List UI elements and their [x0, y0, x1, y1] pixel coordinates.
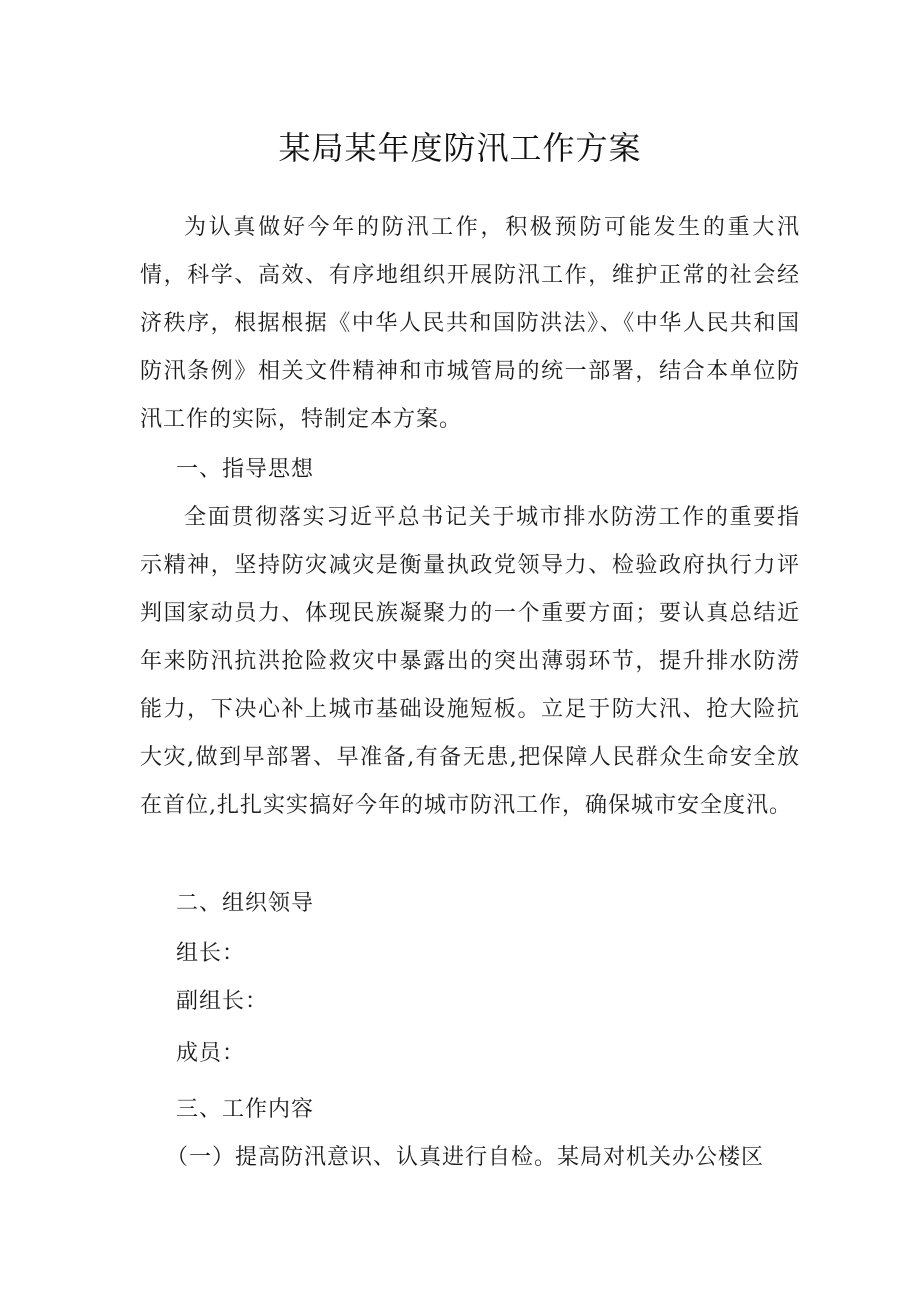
document-title: 某局某年度防汛工作方案: [278, 129, 642, 167]
work-item-1: （一）提高防汛意识、认真进行自检。某局对机关办公楼区: [166, 1145, 765, 1170]
section-heading-work-content: 三、工作内容: [176, 1097, 315, 1122]
section-heading-organization: 二、组织领导: [176, 891, 315, 916]
leader-label: 组长：: [176, 941, 246, 966]
deputy-leader-label: 副组长：: [176, 989, 269, 1014]
intro-paragraph: 为认真做好今年的防汛工作，积极预防可能发生的重大汛情，科学、高效、有序地组织开展防汛工作，维护正常的社会经济秩序，根据根据《中华人民共和国防洪法》、《中华人民共和国防汛条例》相关文件精神和市城管局的统一部署，结合本单位防汛工作的实际，特制定本方案。: [140, 215, 800, 432]
members-label: 成员：: [176, 1041, 246, 1066]
section-heading-guiding-thought: 一、指导思想: [176, 457, 315, 482]
guiding-thought-paragraph: 全面贯彻落实习近平总书记关于城市排水防涝工作的重要指示精神，坚持防灾减灾是衡量执政党领导力、检验政府执行力评判国家动员力、体现民族凝聚力的一个重要方面；要认真总结近年来防汛抗洪抢险救灾中暴露出的突出薄弱环节，提升排水防涝能力，下决心补上城市基础设施短板。立足于防大汛、抢大险抗大灾,做到早部署、早准备,有备无患,把保障人民群众生命安全放在首位,扎扎实实搞好今年的城市防汛工作，确保城市安全度汛。: [140, 505, 800, 818]
